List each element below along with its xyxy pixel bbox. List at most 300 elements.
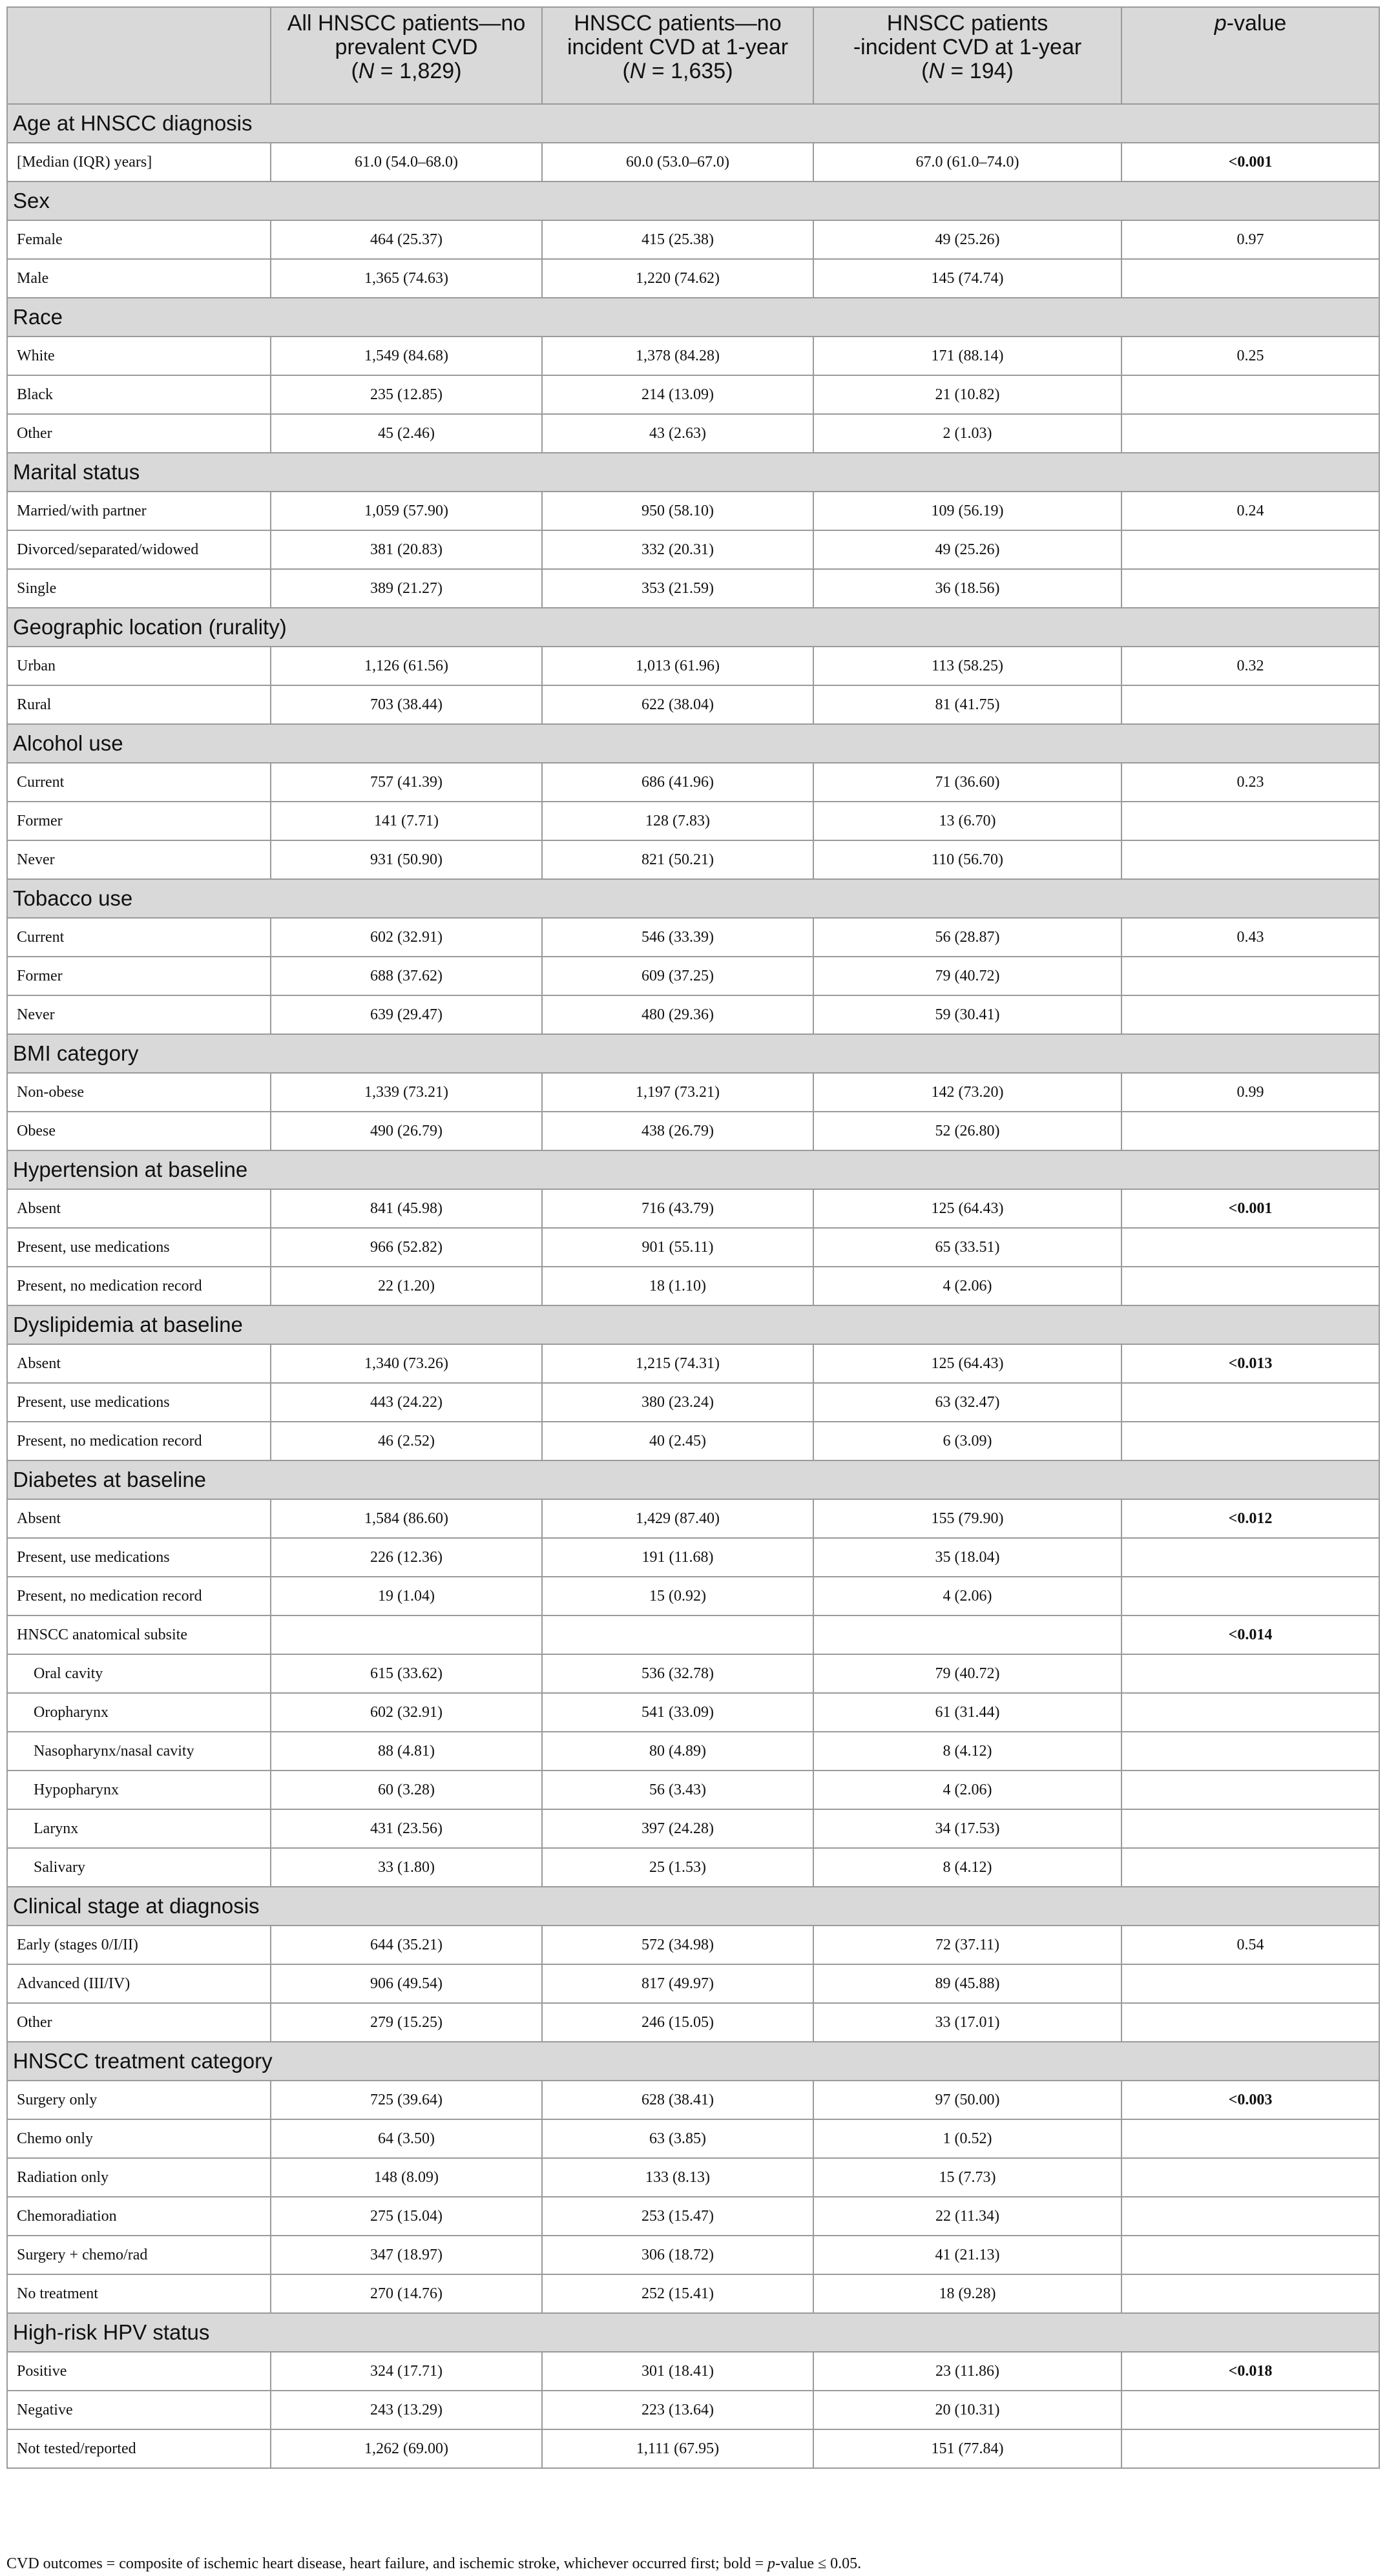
cell-all-patients: 61.0 (54.0–68.0) (271, 143, 542, 182)
table-row (7, 1189, 1379, 1228)
cell-incident-cvd: 56 (28.87) (813, 918, 1121, 957)
cell-p-value (1121, 1422, 1379, 1460)
data-table (6, 6, 1380, 2469)
table-row (7, 2119, 1379, 2158)
cell-all-patients: 1,262 (69.00) (271, 2429, 542, 2468)
row-label: Rural (7, 685, 271, 724)
cell-p-value (1121, 1964, 1379, 2003)
cell-all-patients: 88 (4.81) (271, 1732, 542, 1771)
cell-all-patients: 966 (52.82) (271, 1228, 542, 1267)
cell-all-patients: 148 (8.09) (271, 2158, 542, 2197)
cell-incident-cvd: 72 (37.11) (813, 1926, 1121, 1964)
cell-no-incident-cvd: 536 (32.78) (542, 1654, 813, 1693)
row-label: Obese (7, 1112, 271, 1150)
section-title: High-risk HPV status (7, 2313, 1379, 2352)
cell-no-incident-cvd: 56 (3.43) (542, 1771, 813, 1809)
row-label: Present, no medication record (7, 1267, 271, 1305)
cell-no-incident-cvd: 1,197 (73.21) (542, 1073, 813, 1112)
table-row (7, 375, 1379, 414)
cell-no-incident-cvd: 306 (18.72) (542, 2236, 813, 2274)
section-title: Sex (7, 182, 1379, 220)
row-label: Salivary (7, 1848, 271, 1887)
cell-all-patients (271, 1615, 542, 1654)
cell-no-incident-cvd: 438 (26.79) (542, 1112, 813, 1150)
cell-p-value (1121, 2236, 1379, 2274)
table-row (7, 530, 1379, 569)
cell-all-patients: 1,549 (84.68) (271, 337, 542, 375)
row-label: [Median (IQR) years] (7, 143, 271, 182)
cell-no-incident-cvd: 40 (2.45) (542, 1422, 813, 1460)
row-label: Chemo only (7, 2119, 271, 2158)
table-row (7, 2003, 1379, 2042)
cell-incident-cvd: 1 (0.52) (813, 2119, 1121, 2158)
row-label: Non-obese (7, 1073, 271, 1112)
table-row (7, 2236, 1379, 2274)
table-row (7, 918, 1379, 957)
row-label: Female (7, 220, 271, 259)
cell-no-incident-cvd (542, 1615, 813, 1654)
row-label: Hypopharynx (7, 1771, 271, 1809)
table-row (7, 2197, 1379, 2236)
cell-incident-cvd: 21 (10.82) (813, 375, 1121, 414)
cell-all-patients: 1,339 (73.21) (271, 1073, 542, 1112)
cell-incident-cvd (813, 1615, 1121, 1654)
row-label: Black (7, 375, 271, 414)
row-label: Other (7, 2003, 271, 2042)
p-suffix: -value (1226, 11, 1287, 36)
cell-incident-cvd: 67.0 (61.0–74.0) (813, 143, 1121, 182)
cell-no-incident-cvd: 1,013 (61.96) (542, 647, 813, 685)
table-row (7, 1538, 1379, 1577)
cell-all-patients: 757 (41.39) (271, 763, 542, 802)
n-open-paren: ( (921, 59, 929, 83)
header-cvd-line2: -incident CVD at 1-year (853, 35, 1082, 59)
table-row (7, 2081, 1379, 2119)
cell-no-incident-cvd: 43 (2.63) (542, 414, 813, 453)
cell-all-patients: 1,059 (57.90) (271, 492, 542, 530)
table-row (7, 1499, 1379, 1538)
footnote-text: CVD outcomes = composite of ischemic heart disease, heart failure, and ischemic stroke, whichever occurred first; bold = (6, 2555, 768, 2572)
cell-p-value: <0.001 (1121, 1189, 1379, 1228)
cell-no-incident-cvd: 25 (1.53) (542, 1848, 813, 1887)
cell-incident-cvd: 145 (74.74) (813, 259, 1121, 298)
cell-all-patients: 931 (50.90) (271, 840, 542, 879)
cell-p-value (1121, 1732, 1379, 1771)
n-close-paren: ) (1006, 59, 1014, 83)
cell-incident-cvd: 20 (10.31) (813, 2391, 1121, 2429)
cell-p-value (1121, 569, 1379, 608)
table-row (7, 2429, 1379, 2468)
cell-p-value (1121, 1577, 1379, 1615)
table-row (7, 1422, 1379, 1460)
section-header-row (7, 724, 1379, 763)
cell-p-value (1121, 530, 1379, 569)
header-no-incident-cvd (542, 7, 813, 104)
table-row (7, 1383, 1379, 1422)
n-equals: = (944, 59, 970, 83)
row-label: Current (7, 918, 271, 957)
cell-all-patients: 688 (37.62) (271, 957, 542, 995)
row-label: Absent (7, 1344, 271, 1383)
cell-p-value: <0.013 (1121, 1344, 1379, 1383)
cell-incident-cvd: 33 (17.01) (813, 2003, 1121, 2042)
cell-p-value (1121, 802, 1379, 840)
cell-p-value (1121, 1848, 1379, 1887)
cell-no-incident-cvd: 1,429 (87.40) (542, 1499, 813, 1538)
cell-all-patients: 60 (3.28) (271, 1771, 542, 1809)
cell-all-patients: 46 (2.52) (271, 1422, 542, 1460)
footnote (6, 2555, 861, 2573)
row-label: Urban (7, 647, 271, 685)
cell-no-incident-cvd: 686 (41.96) (542, 763, 813, 802)
cell-incident-cvd: 79 (40.72) (813, 957, 1121, 995)
table-body (7, 104, 1379, 2468)
cell-no-incident-cvd: 415 (25.38) (542, 220, 813, 259)
cell-p-value (1121, 259, 1379, 298)
cell-p-value (1121, 1693, 1379, 1732)
row-label: Absent (7, 1189, 271, 1228)
cell-p-value (1121, 375, 1379, 414)
section-header-row (7, 879, 1379, 918)
row-label: Present, use medications (7, 1538, 271, 1577)
row-label: Surgery only (7, 2081, 271, 2119)
section-title: Race (7, 298, 1379, 337)
row-label: Present, no medication record (7, 1577, 271, 1615)
cell-no-incident-cvd: 572 (34.98) (542, 1926, 813, 1964)
table-row (7, 569, 1379, 608)
cell-all-patients: 841 (45.98) (271, 1189, 542, 1228)
cell-no-incident-cvd: 541 (33.09) (542, 1693, 813, 1732)
cell-incident-cvd: 59 (30.41) (813, 995, 1121, 1034)
cell-no-incident-cvd: 622 (38.04) (542, 685, 813, 724)
n-equals: = (374, 59, 400, 83)
cell-p-value (1121, 1809, 1379, 1848)
section-header-row (7, 1305, 1379, 1344)
header-cvd-n: 194 (969, 59, 1006, 83)
row-label: Present, use medications (7, 1383, 271, 1422)
cell-p-value (1121, 1112, 1379, 1150)
cell-incident-cvd: 89 (45.88) (813, 1964, 1121, 2003)
section-title: Alcohol use (7, 724, 1379, 763)
table-container (6, 6, 1379, 2469)
row-label: Not tested/reported (7, 2429, 271, 2468)
cell-no-incident-cvd: 223 (13.64) (542, 2391, 813, 2429)
cell-p-value (1121, 957, 1379, 995)
cell-all-patients: 64 (3.50) (271, 2119, 542, 2158)
cell-all-patients: 22 (1.20) (271, 1267, 542, 1305)
cell-all-patients: 1,365 (74.63) (271, 259, 542, 298)
row-label: Present, no medication record (7, 1422, 271, 1460)
table-row (7, 1654, 1379, 1693)
cell-all-patients: 381 (20.83) (271, 530, 542, 569)
cell-p-value: 0.24 (1121, 492, 1379, 530)
cell-p-value: <0.014 (1121, 1615, 1379, 1654)
cell-p-value (1121, 2429, 1379, 2468)
cell-incident-cvd: 125 (64.43) (813, 1189, 1121, 1228)
cell-incident-cvd: 110 (56.70) (813, 840, 1121, 879)
cell-p-value: 0.23 (1121, 763, 1379, 802)
table-row (7, 647, 1379, 685)
cell-incident-cvd: 8 (4.12) (813, 1848, 1121, 1887)
header-row (7, 7, 1379, 104)
header-blank-cell (7, 7, 271, 104)
cell-p-value: <0.018 (1121, 2352, 1379, 2391)
section-header-row (7, 2313, 1379, 2352)
table-row (7, 1112, 1379, 1150)
footnote-p-letter: p (767, 2555, 776, 2572)
cell-no-incident-cvd: 480 (29.36) (542, 995, 813, 1034)
section-title: Clinical stage at diagnosis (7, 1887, 1379, 1926)
section-title: Geographic location (rurality) (7, 608, 1379, 647)
header-p-value (1121, 7, 1379, 104)
cell-all-patients: 639 (29.47) (271, 995, 542, 1034)
row-label: Former (7, 802, 271, 840)
cell-incident-cvd: 34 (17.53) (813, 1809, 1121, 1848)
cell-all-patients: 615 (33.62) (271, 1654, 542, 1693)
row-label: Married/with partner (7, 492, 271, 530)
cell-all-patients: 906 (49.54) (271, 1964, 542, 2003)
row-label: Radiation only (7, 2158, 271, 2197)
table-row (7, 220, 1379, 259)
cell-no-incident-cvd: 397 (24.28) (542, 1809, 813, 1848)
table-row (7, 1344, 1379, 1383)
table-row (7, 1732, 1379, 1771)
row-label: Absent (7, 1499, 271, 1538)
row-label: Surgery + chemo/rad (7, 2236, 271, 2274)
cell-p-value (1121, 2391, 1379, 2429)
cell-incident-cvd: 81 (41.75) (813, 685, 1121, 724)
row-label: Oral cavity (7, 1654, 271, 1693)
section-title: Tobacco use (7, 879, 1379, 918)
cell-incident-cvd: 2 (1.03) (813, 414, 1121, 453)
cell-all-patients: 1,584 (86.60) (271, 1499, 542, 1538)
table-row (7, 2391, 1379, 2429)
row-label: Male (7, 259, 271, 298)
cell-incident-cvd: 4 (2.06) (813, 1577, 1121, 1615)
table-row (7, 1073, 1379, 1112)
cell-no-incident-cvd: 1,111 (67.95) (542, 2429, 813, 2468)
n-close-paren: ) (454, 59, 462, 83)
table-row (7, 957, 1379, 995)
cell-no-incident-cvd: 950 (58.10) (542, 492, 813, 530)
table-row (7, 685, 1379, 724)
cell-no-incident-cvd: 15 (0.92) (542, 1577, 813, 1615)
cell-all-patients: 243 (13.29) (271, 2391, 542, 2429)
cell-incident-cvd: 52 (26.80) (813, 1112, 1121, 1150)
row-label: Current (7, 763, 271, 802)
cell-no-incident-cvd: 128 (7.83) (542, 802, 813, 840)
footnote-text-end: -value ≤ 0.05. (775, 2555, 862, 2572)
section-header-row (7, 2042, 1379, 2081)
row-label: Present, use medications (7, 1228, 271, 1267)
cell-all-patients: 1,126 (61.56) (271, 647, 542, 685)
cell-all-patients: 602 (32.91) (271, 918, 542, 957)
cell-no-incident-cvd: 253 (15.47) (542, 2197, 813, 2236)
header-incident-cvd (813, 7, 1121, 104)
cell-no-incident-cvd: 380 (23.24) (542, 1383, 813, 1422)
cell-p-value: 0.97 (1121, 220, 1379, 259)
row-label: HNSCC anatomical subsite (7, 1615, 271, 1654)
row-label: Chemoradiation (7, 2197, 271, 2236)
cell-incident-cvd: 113 (58.25) (813, 647, 1121, 685)
cell-all-patients: 431 (23.56) (271, 1809, 542, 1848)
cell-p-value (1121, 685, 1379, 724)
cell-p-value (1121, 2197, 1379, 2236)
n-open-paren: ( (351, 59, 359, 83)
cell-incident-cvd: 63 (32.47) (813, 1383, 1121, 1422)
cell-p-value (1121, 1538, 1379, 1577)
cell-no-incident-cvd: 60.0 (53.0–67.0) (542, 143, 813, 182)
cell-p-value (1121, 2274, 1379, 2313)
cell-all-patients: 45 (2.46) (271, 414, 542, 453)
table-row (7, 1693, 1379, 1732)
cell-incident-cvd: 49 (25.26) (813, 530, 1121, 569)
cell-all-patients: 443 (24.22) (271, 1383, 542, 1422)
cell-no-incident-cvd: 80 (4.89) (542, 1732, 813, 1771)
section-title: Age at HNSCC diagnosis (7, 104, 1379, 143)
cell-incident-cvd: 15 (7.73) (813, 2158, 1121, 2197)
cell-p-value (1121, 1228, 1379, 1267)
header-all-patients (271, 7, 542, 104)
table-row (7, 1577, 1379, 1615)
header-no-cvd-line1: HNSCC patients—no (574, 11, 782, 36)
cell-all-patients: 275 (15.04) (271, 2197, 542, 2236)
cell-incident-cvd: 65 (33.51) (813, 1228, 1121, 1267)
section-header-row (7, 298, 1379, 337)
cell-p-value: 0.25 (1121, 337, 1379, 375)
cell-p-value (1121, 1654, 1379, 1693)
header-all-n: 1,829 (399, 59, 455, 83)
header-no-cvd-line2: incident CVD at 1-year (567, 35, 789, 59)
cell-incident-cvd: 22 (11.34) (813, 2197, 1121, 2236)
table-row (7, 840, 1379, 879)
cell-no-incident-cvd: 214 (13.09) (542, 375, 813, 414)
cell-no-incident-cvd: 609 (37.25) (542, 957, 813, 995)
section-title: Hypertension at baseline (7, 1150, 1379, 1189)
cell-no-incident-cvd: 18 (1.10) (542, 1267, 813, 1305)
cell-no-incident-cvd: 301 (18.41) (542, 2352, 813, 2391)
cell-no-incident-cvd: 716 (43.79) (542, 1189, 813, 1228)
cell-all-patients: 644 (35.21) (271, 1926, 542, 1964)
row-label: Advanced (III/IV) (7, 1964, 271, 2003)
cell-p-value (1121, 2119, 1379, 2158)
cell-all-patients: 490 (26.79) (271, 1112, 542, 1150)
header-no-cvd-n: 1,635 (671, 59, 726, 83)
row-label: No treatment (7, 2274, 271, 2313)
cell-all-patients: 602 (32.91) (271, 1693, 542, 1732)
row-label: Oropharynx (7, 1693, 271, 1732)
section-header-row (7, 1150, 1379, 1189)
section-header-row (7, 1887, 1379, 1926)
row-label: Never (7, 840, 271, 879)
cell-p-value (1121, 2158, 1379, 2197)
cell-incident-cvd: 155 (79.90) (813, 1499, 1121, 1538)
row-label: Divorced/separated/widowed (7, 530, 271, 569)
table-row (7, 1964, 1379, 2003)
cell-no-incident-cvd: 901 (55.11) (542, 1228, 813, 1267)
cell-all-patients: 279 (15.25) (271, 2003, 542, 2042)
section-header-row (7, 1460, 1379, 1499)
cell-all-patients: 235 (12.85) (271, 375, 542, 414)
cell-no-incident-cvd: 63 (3.85) (542, 2119, 813, 2158)
row-label: Larynx (7, 1809, 271, 1848)
table-row (7, 1267, 1379, 1305)
n-open-paren: ( (622, 59, 630, 83)
row-label: Single (7, 569, 271, 608)
cell-all-patients: 270 (14.76) (271, 2274, 542, 2313)
cell-no-incident-cvd: 252 (15.41) (542, 2274, 813, 2313)
cell-p-value (1121, 995, 1379, 1034)
n-letter: N (358, 59, 375, 83)
cell-incident-cvd: 61 (31.44) (813, 1693, 1121, 1732)
cell-incident-cvd: 142 (73.20) (813, 1073, 1121, 1112)
cell-all-patients: 464 (25.37) (271, 220, 542, 259)
cell-all-patients: 1,340 (73.26) (271, 1344, 542, 1383)
n-letter: N (629, 59, 646, 83)
header-cvd-line1: HNSCC patients (886, 11, 1048, 36)
cell-p-value (1121, 1771, 1379, 1809)
row-label: Nasopharynx/nasal cavity (7, 1732, 271, 1771)
n-equals: = (645, 59, 671, 83)
cell-incident-cvd: 109 (56.19) (813, 492, 1121, 530)
cell-incident-cvd: 35 (18.04) (813, 1538, 1121, 1577)
cell-all-patients: 141 (7.71) (271, 802, 542, 840)
cell-no-incident-cvd: 1,220 (74.62) (542, 259, 813, 298)
cell-p-value (1121, 840, 1379, 879)
table-row (7, 1615, 1379, 1654)
section-title: Marital status (7, 453, 1379, 492)
cell-all-patients: 19 (1.04) (271, 1577, 542, 1615)
table-row (7, 1771, 1379, 1809)
row-label: Former (7, 957, 271, 995)
cell-p-value: 0.43 (1121, 918, 1379, 957)
section-title: HNSCC treatment category (7, 2042, 1379, 2081)
cell-incident-cvd: 4 (2.06) (813, 1267, 1121, 1305)
cell-incident-cvd: 79 (40.72) (813, 1654, 1121, 1693)
cell-no-incident-cvd: 332 (20.31) (542, 530, 813, 569)
cell-incident-cvd: 23 (11.86) (813, 2352, 1121, 2391)
cell-incident-cvd: 8 (4.12) (813, 1732, 1121, 1771)
cell-no-incident-cvd: 246 (15.05) (542, 2003, 813, 2042)
cell-no-incident-cvd: 1,378 (84.28) (542, 337, 813, 375)
section-header-row (7, 182, 1379, 220)
table-row (7, 2158, 1379, 2197)
section-header-row (7, 453, 1379, 492)
cell-p-value (1121, 1267, 1379, 1305)
cell-p-value (1121, 2003, 1379, 2042)
row-label: Positive (7, 2352, 271, 2391)
cell-all-patients: 389 (21.27) (271, 569, 542, 608)
section-title: Diabetes at baseline (7, 1460, 1379, 1499)
table-row (7, 802, 1379, 840)
header-all-line1: All HNSCC patients—no (287, 11, 526, 36)
cell-incident-cvd: 71 (36.60) (813, 763, 1121, 802)
cell-no-incident-cvd: 817 (49.97) (542, 1964, 813, 2003)
section-title: Dyslipidemia at baseline (7, 1305, 1379, 1344)
row-label: Never (7, 995, 271, 1034)
cell-incident-cvd: 6 (3.09) (813, 1422, 1121, 1460)
cell-incident-cvd: 125 (64.43) (813, 1344, 1121, 1383)
cell-incident-cvd: 97 (50.00) (813, 2081, 1121, 2119)
p-letter: p (1214, 11, 1227, 36)
cell-no-incident-cvd: 821 (50.21) (542, 840, 813, 879)
cell-all-patients: 324 (17.71) (271, 2352, 542, 2391)
cell-all-patients: 226 (12.36) (271, 1538, 542, 1577)
cell-p-value: <0.003 (1121, 2081, 1379, 2119)
cell-p-value: <0.012 (1121, 1499, 1379, 1538)
table-row (7, 1926, 1379, 1964)
n-close-paren: ) (725, 59, 733, 83)
